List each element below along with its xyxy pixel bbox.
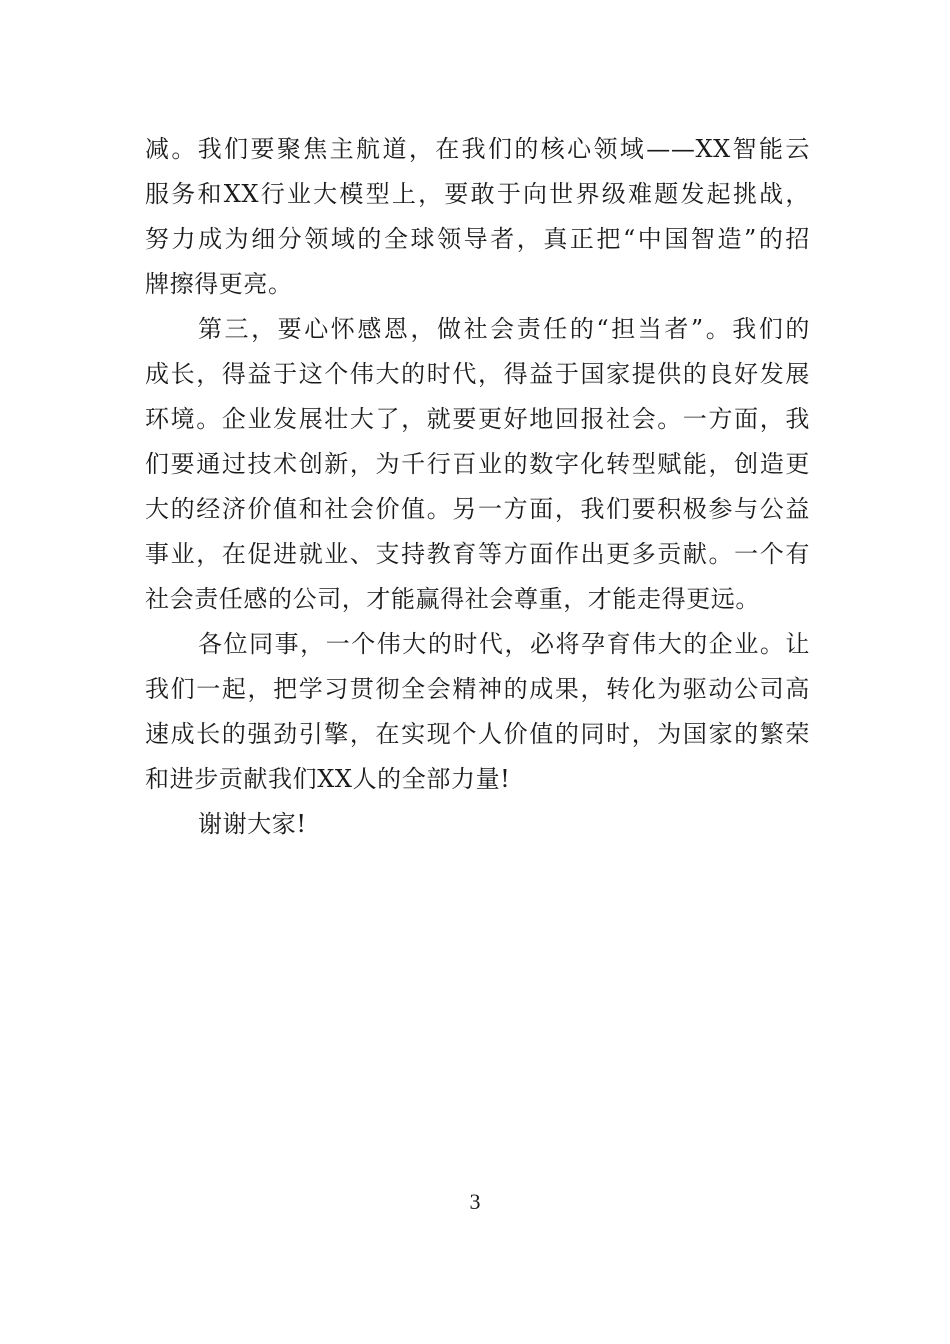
closing-line: 谢谢大家! — [198, 810, 307, 838]
text-line: 成长，得益于这个伟大的时代，得益于国家提供的良好发展 — [145, 360, 810, 388]
text-line: 第三，要心怀感恩，做社会责任的“担当者”。我们的 — [198, 315, 810, 343]
text-line: 速成长的强劲引擎，在实现个人价值的同时，为国家的繁荣 — [145, 720, 810, 748]
text-line: 努力成为细分领域的全球领导者，真正把“中国智造”的招 — [145, 225, 810, 253]
text-line: 服务和XX行业大模型上，要敢于向世界级难题发起挑战， — [145, 180, 810, 208]
text-line: 我们一起，把学习贯彻全会精神的成果，转化为驱动公司高 — [145, 675, 810, 703]
text-line: 和进步贡献我们XX人的全部力量! — [145, 765, 511, 793]
text-line: 大的经济价值和社会价值。另一方面，我们要积极参与公益 — [145, 495, 810, 523]
text-line: 减。我们要聚焦主航道，在我们的核心领域——XX智能云 — [145, 135, 810, 163]
page-number: 3 — [469, 1189, 481, 1214]
text-line: 各位同事，一个伟大的时代，必将孕育伟大的企业。让 — [198, 630, 810, 658]
document-body — [145, 127, 810, 847]
text-line: 们要通过技术创新，为千行百业的数字化转型赋能，创造更 — [145, 450, 810, 478]
text-line: 社会责任感的公司，才能赢得社会尊重，才能走得更远。 — [145, 585, 760, 613]
text-line: 牌擦得更亮。 — [145, 270, 293, 298]
text-line: 环境。企业发展壮大了，就要更好地回报社会。一方面，我 — [145, 405, 810, 433]
text-line: 事业，在促进就业、支持教育等方面作出更多贡献。一个有 — [145, 540, 810, 568]
